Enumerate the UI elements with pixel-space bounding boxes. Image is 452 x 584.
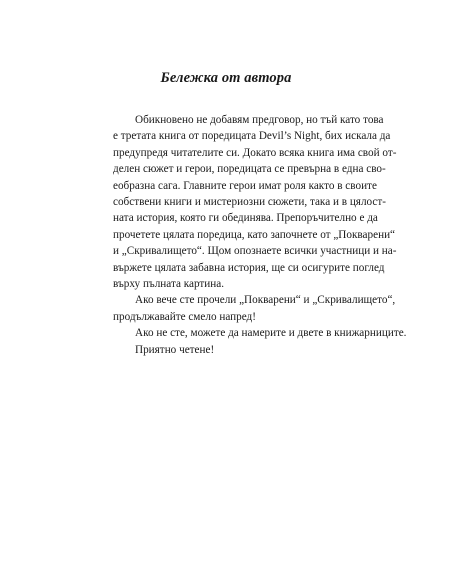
paragraph-1-line-3: предупредя читателите си. Докато всяка книга има свой от- [113, 146, 397, 159]
author-note-body [113, 112, 407, 358]
page-title: Бележка от автора [160, 70, 292, 86]
paragraph-4-line-1: Приятно четене! [135, 343, 215, 356]
paragraph-3 [113, 325, 407, 341]
paragraph-1-line-11: върху пълната картина. [113, 278, 225, 291]
paragraph-1-line-10: вържете цялата забавна история, ще си осигурите поглед [113, 261, 385, 274]
paragraph-2-line-2: продължавайте смело напред! [113, 310, 256, 323]
paragraph-1-line-6: собствени книги и мистериозни сюжети, така и в цялост- [113, 196, 386, 209]
paragraph-2 [113, 292, 396, 325]
paragraph-4 [113, 342, 346, 358]
paragraph-1-line-1: Обикновено не добавям предговор, но тъй като това [135, 114, 384, 126]
paragraph-1 [113, 112, 397, 292]
paragraph-1-line-8: прочетете цялата поредица, като започнете от „Покварени“ [113, 228, 396, 241]
paragraph-1-line-7: ната история, която ги обединява. Препоръчително е да [113, 212, 378, 225]
paragraph-1-line-9: и „Скривалището“. Щом опознаете всички участници и на- [113, 245, 397, 258]
paragraph-1-line-5: еобразна сага. Главните герои имат роля както в своите [113, 179, 377, 192]
paragraph-1-line-2: е третата книга от поредицата Devil’s Night, бих искала да [113, 130, 391, 143]
paragraph-3-line-1: Ако не сте, можете да намерите и двете в книжарниците. [135, 327, 407, 340]
paragraph-1-line-4: делен сюжет и герои, поредицата се превърна в една сво- [113, 163, 386, 176]
paragraph-2-line-1: Ако вече сте прочели „Покварени“ и „Скривалището“, [135, 294, 396, 307]
